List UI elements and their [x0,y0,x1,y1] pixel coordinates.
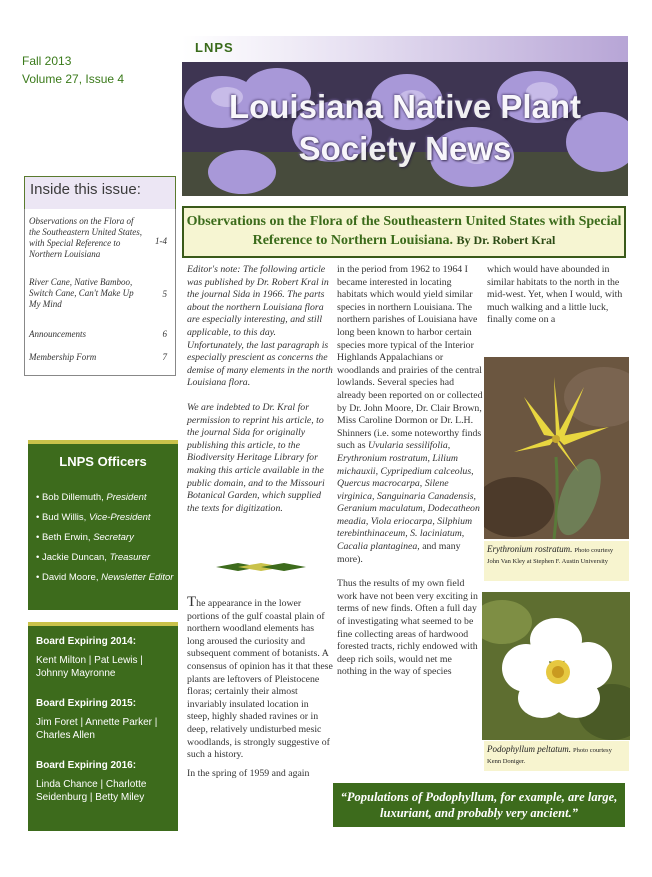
board-names: Kent Milton | Pat Lewis | Johnny Mayronne [36,655,143,679]
acknowledgement: We are indebted to Dr. Kral for permission to reprint his article, to the journal Sida for originally publishing this article, to the Biodiversity Heritage Library for making this article available in the public domain, and to the Missouri Botanical Garden, which supplied the texts for digitization. [187,401,325,514]
article-byline: By Dr. Robert Kral [456,233,556,247]
photo-podophyllum [482,592,630,740]
photo-erythronium [484,357,629,539]
board-names: Jim Foret | Annette Parker | Charles Allen [36,717,158,741]
body-paragraph: Thus the results of my own field work have not been very exciting in terms of new finds. Often a full day of investigating what seemed to be fine collecting areas of hardwood forested tracts, richly endowed with deep rich soils, would net me nothing in the way of species [337,578,478,678]
officers-panel [28,440,178,610]
banner-title: Louisiana Native Plant Society News [228,88,582,167]
toc-page: 6 [162,329,167,339]
board-title: Board Expiring 2016: [36,760,137,771]
inside-heading: Inside this issue: [30,181,141,198]
toc-page: 1-4 [155,236,167,246]
board-title: Board Expiring 2014: [36,636,137,647]
species-list: Uvularia sessilifolia, Erythronium rostratum, Lilium michauxii, Cypripedium calceolus, Quercus macrocarpa, Silene virginica, Sanguinaria Canadensis, Geranium maculatum, Dodecatheon meadia, Viola eriocarpa, Silphium terebinthinaceum, S. laciniatum, Cacalia plantaginea, [337,440,480,553]
table-of-contents [24,209,176,376]
column-2 [337,264,483,679]
toc-page: 7 [162,352,167,362]
issue-info [22,52,124,88]
officer-row: • Bob Dillemuth, President [36,492,147,503]
column-1 [187,264,333,515]
photo-caption: Erythronium rostratum. Photo courtesy John Van Kley at Stephen F. Austin University [484,541,629,581]
brand-label: LNPS [195,40,234,55]
drop-cap: T [187,594,197,610]
board-names: Linda Chance | Charlotte Seidenburg | Betty Miley [36,779,147,803]
article-title: Observations on the Flora of the Southeastern United States with Special Reference to Northern Louisiana. By Dr. Robert Kral [186,214,622,248]
brand-bar [182,36,628,62]
body-paragraph: The appearance in the lower portions of the gulf coastal plain of northern woodland elements has long aroused the curiosity and subsequent comment of botanists. A consensus of opinion has it that these plants are leftovers of Pleistocene floras; certainly their almost invariably insulated location in steep, highly shaded ravines or in deep, relatively undisturbed mesic woodlands, is strongly suggestive of such a history. [187,594,333,761]
article-title-box [182,206,626,258]
officer-row: • Beth Erwin, Secretary [36,532,134,543]
body-paragraph: In the spring of 1959 and again [187,767,310,779]
board-title: Board Expiring 2015: [36,698,137,709]
toc-item[interactable]: Membership Form [29,352,97,362]
editor-note: Editor's note: The following article was published by Dr. Robert Kral in the journal Sida in 1966. The parts about the northern Louisiana flora are especially interesting, and still applicable, to this day. Unfortunately, the last paragraph is especially prescient as concerns the demise of many elements in the north Louisiana flora. [187,264,333,389]
section-divider [216,562,306,572]
pull-quote: “Populations of Podophyllum, for example, are large, luxuriant, and probably very ancient.” [340,790,618,820]
toc-page: 5 [162,289,167,299]
photo-caption: Podophyllum peltatum. Photo courtesy Kenn Doniger. [484,741,629,771]
toc-item[interactable]: Announcements [29,329,86,339]
officers-title: LNPS Officers [59,454,147,469]
issue-season: Fall 2013 [22,54,72,68]
inside-heading-box [24,176,176,210]
toc-item[interactable]: Observations on the Flora of the Southeastern United States, with Special Reference to Northern Louisiana [29,216,142,259]
toc-item[interactable]: River Cane, Native Bamboo, Switch Cane, Can't Make Up My Mind [29,277,134,309]
issue-volume: Volume 27, Issue 4 [22,72,125,86]
officer-row: • David Moore, Newsletter Editor [36,572,174,583]
column-3 [487,264,625,327]
body-paragraph: which would have abounded in similar habitats to the north in the mid-west. Yet, when I would, with much walking and a little luck, finally come on a [487,264,623,326]
body-paragraph: in the period from 1962 to 1964 I became interested in locating habitats which would yield similar species in northern Louisiana. The northern parishes of Louisiana have long been known to harbor certain species more typical of the Interior Highlands Appalachians or woodlands and prairies of the central lowlands. Several species had already been reported on or collected by Dr. John Moore, Dr. Clair Brown, Miss Caroline Dormon or Dr. L.H. Shinners (i.e. some noteworthy finds such as Uvularia sessilifolia, Erythronium rostratum, Lilium michauxii, Cypripedium calceolus, Quercus macrocarpa, Silene virginica, Sanguinaria Canadensis, Geranium maculatum, Dodecatheon meadia, Viola eriocarpa, Silphium terebinthinaceum, S. laciniatum, Cacalia plantaginea, and many more). [337,264,483,565]
pull-quote-box [333,783,625,827]
board-panel [28,622,178,831]
column-1-body [187,596,333,780]
officer-row: • Bud Willis, Vice-President [36,512,151,523]
officer-row: • Jackie Duncan, Treasurer [36,552,151,563]
